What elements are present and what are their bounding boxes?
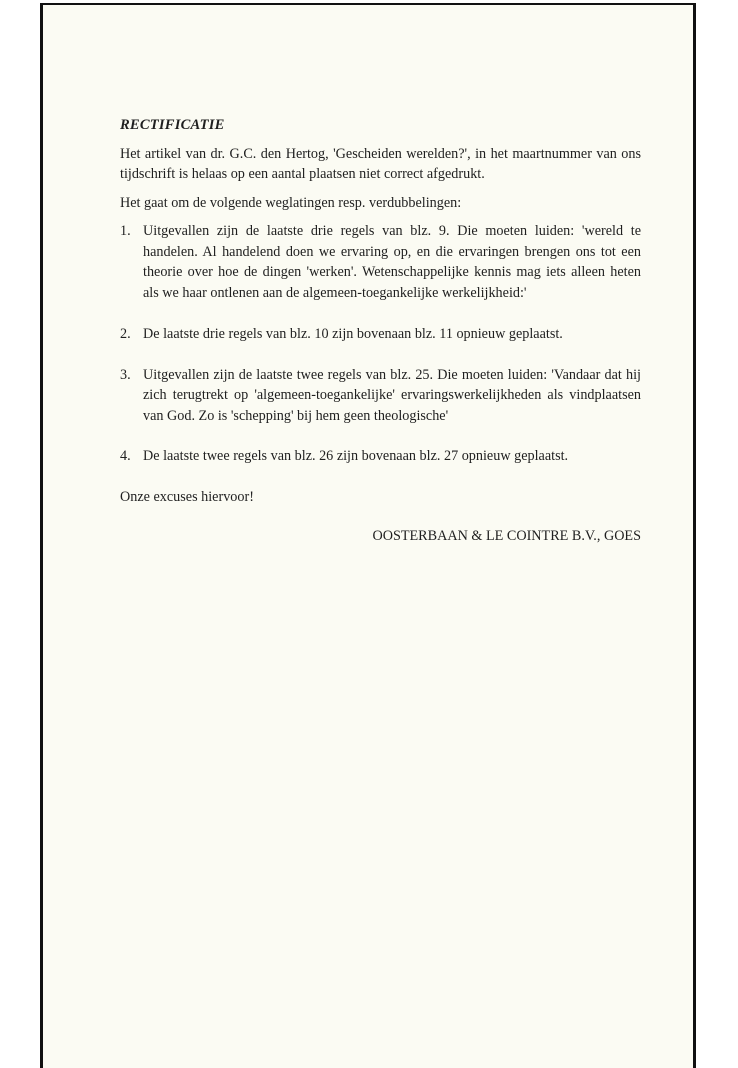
correction-list — [120, 221, 641, 467]
list-item-number: 3. — [120, 366, 131, 383]
document-content — [120, 115, 641, 547]
list-item-text: Uitgevallen zijn de laatste drie regels van blz. 9. Die moeten luiden: 'wereld te handelen. Al handelend doen we ervaring op, en die ervaringen brengen ons tot een theorie over hoe de dingen 'werken'. Wetenschappelijke kennis mag iets alleen heten als we haar ontlenen aan de algemeen-toegankelijke werkelijkheid:' — [143, 223, 641, 301]
closing-text: Onze excuses hiervoor! — [120, 488, 254, 505]
list-item-text: Uitgevallen zijn de laatste twee regels van blz. 25. Die moeten luiden: 'Vandaar dat hij zich terugtrekt op 'algemeen-toegankelijke' ervaringswerkelijkheden als vindplaatsen van God. Zo is 'schepping' bij hem geen theologische' — [143, 366, 641, 424]
list-item — [120, 221, 641, 303]
list-item — [120, 365, 641, 427]
document-page — [40, 3, 696, 1068]
list-item — [120, 446, 641, 467]
list-item-number: 4. — [120, 448, 131, 464]
list-item-text: De laatste drie regels van blz. 10 zijn bovenaan blz. 11 opnieuw geplaatst. — [143, 326, 563, 342]
list-item — [120, 324, 641, 345]
list-item-number: 2. — [120, 326, 131, 342]
page-title: RECTIFICATIE — [120, 117, 225, 133]
signature: OOSTERBAAN & LE COINTRE B.V., GOES — [372, 528, 641, 544]
list-item-number: 1. — [120, 223, 131, 239]
lead-paragraph: Het gaat om de volgende weglatingen resp. verdubbelingen: — [120, 194, 462, 211]
list-item-text: De laatste twee regels van blz. 26 zijn bovenaan blz. 27 opnieuw geplaatst. — [143, 448, 569, 464]
intro-paragraph: Het artikel van dr. G.C. den Hertog, 'Gescheiden werelden?', in het maartnummer van ons tijdschrift is helaas op een aantal plaatsen niet correct afgedrukt. — [120, 145, 641, 182]
